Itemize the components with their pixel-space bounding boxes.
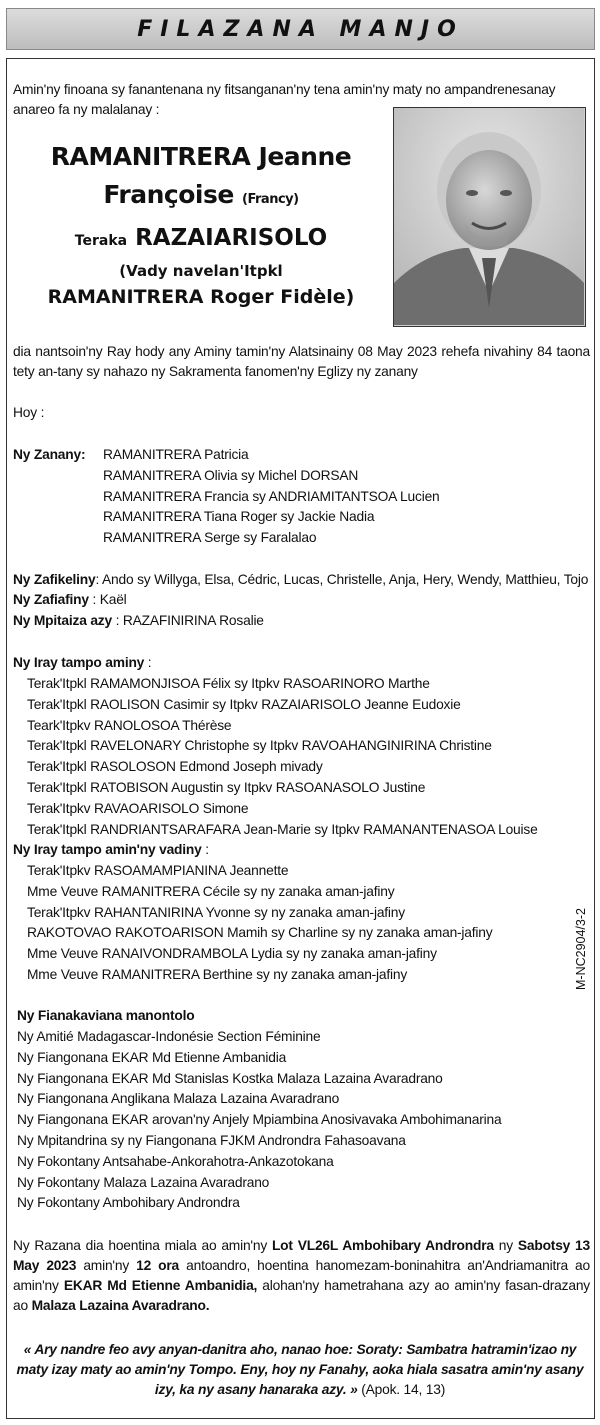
iray-tampo-label: Ny Iray tampo aminy (13, 655, 145, 670)
hoy-label: Hoy : (13, 405, 45, 420)
fianakaviana-item: Ny Fokontany Malaza Lazaina Avaradrano (17, 1174, 270, 1190)
mpitaiza-line (13, 611, 264, 631)
iray-tampo-item: Terak'Itpkl RAOLISON Casimir sy Itpkv RAZAIARISOLO Jeanne Eudoxie (27, 696, 461, 712)
fianakaviana-item: Ny Fokontany Antsahabe-Ankorahotra-Ankazotokana (17, 1153, 334, 1169)
banner-title: FILAZANA MANJO (137, 16, 464, 42)
mpitaiza-text: : RAZAFINIRINA Rosalie (111, 613, 264, 628)
iray-tampo-item: Terak'Itpkl RATOBISON Augustin sy Itpkv RASOANASOLO Justine (27, 780, 426, 795)
iray-tampo-vadiny-heading: Ny Iray tampo amin'ny vadiny : (13, 842, 209, 857)
iray-tampo-vadiny-item: Mme Veuve RAMANITRERA Berthine sy ny zanaka aman-jafiny (27, 967, 408, 982)
fianakaviana-item: Ny Mpitandrina sy ny Fiangonana FJKM Androndra Fahasoavana (17, 1133, 406, 1148)
zanany-item: RAMANITRERA Francia sy ANDRIAMITANTSOA Lucien (103, 488, 440, 504)
death-announcement: dia nantsoin'ny Ray hody any Aminy tamin'ny Alatsinainy 08 May 2023 rehefa nivahiny 84 taona tety an-tany sy nahazo ny Sakramenta fanomen'ny Eglizy ny zanany (13, 344, 590, 379)
fianakaviana-item: Ny Fiangonana EKAR arovan'ny Anjely Mpiambina Anosivavaka Ambohimanarina (17, 1112, 502, 1128)
deceased-name-block (13, 138, 389, 312)
zafiafiny-line (13, 590, 127, 610)
iray-tampo-item: Terak'Itpkv RAVAOARISOLO Simone (27, 800, 249, 816)
quote-text: « Ary nandre feo avy anyan-danitra aho, nanao hoe: Soraty: Sambatra hatramin'izao ny maty izay maty ao amin'ny Tompo. Eny, hoy ny Fanahy, aoka hiala sasatra amin'ny asany izy, ka ny asany hanaraka azy. » (16, 1342, 584, 1397)
zanany-item: RAMANITRERA Tiana Roger sy Jackie Nadia (103, 509, 375, 525)
fianakaviana-label: Ny Fianakaviana manontolo (17, 1008, 195, 1023)
zanany-label: Ny Zanany: (13, 447, 86, 462)
iray-tampo-item: Teark'Itpkv RANOLOSOA Thérèse (27, 717, 232, 733)
deceased-nickname: (Francy) (242, 192, 299, 207)
zafiafiny-text: : Kaël (88, 592, 127, 607)
fianakaviana-item: Ny Fiangonana EKAR Md Etienne Ambanidia (17, 1049, 287, 1065)
iray-tampo-vadiny-item: Terak'Itpkv RAHANTANIRINA Yvonne sy ny zanaka aman-jafiny (27, 904, 405, 920)
iray-tampo-item: Terak'Itpkl RANDRIANTSARAFARA Jean-Marie sy Itpkv RAMANANTENASOA Louise (27, 821, 538, 837)
bible-quote (10, 1340, 590, 1400)
maiden-name-line (13, 219, 389, 260)
zanany-item: RAMANITRERA Patricia (103, 447, 249, 462)
spouse-intro: (Vady navelan'Itpkl (119, 262, 283, 280)
portrait-image (394, 108, 584, 325)
deceased-name-line2: Françoise (103, 180, 234, 209)
iray-tampo-vadiny-item: Terak'Itpkv RASOAMAMPIANINA Jeannette (27, 863, 289, 878)
iray-tampo-item: Terak'Itpkl RAMAMONJISOA Félix sy Itpkv RASOARINORO Marthe (27, 676, 430, 691)
fianakaviana-item: Ny Fiangonana Anglikana Malaza Lazaina Avaradrano (17, 1091, 340, 1107)
fianakaviana-item: Ny Amitié Madagascar-Indonésie Section Féminine (17, 1029, 321, 1044)
intro-text: Amin'ny finoana sy fanantenana ny fitsanganan'ny tena amin'ny maty no ampandrenesanay anareo fa ny malalanay : (13, 82, 556, 117)
iray-tampo-item: Terak'Itpkl RASOLOSON Edmond Joseph mivady (27, 759, 323, 775)
iray-tampo-heading: Ny Iray tampo aminy : (13, 655, 152, 670)
zanany-item: RAMANITRERA Olivia sy Michel DORSAN (103, 467, 359, 483)
iray-tampo-vadiny-item: Mme Veuve RAMANITRERA Cécile sy ny zanaka aman-jafiny (27, 883, 395, 899)
deceased-name-line1: RAMANITRERA Jeanne (50, 142, 352, 171)
iray-tampo-vadiny-label: Ny Iray tampo amin'ny vadiny (13, 842, 202, 857)
iray-tampo-vadiny-item: RAKOTOVAO RAKOTOARISON Mamih sy Charline sy ny zanaka aman-jafiny (27, 925, 493, 941)
deceased-name-line2-wrap (13, 176, 389, 219)
zafikeliny-line (13, 570, 588, 590)
zanany-item: RAMANITRERA Serge sy Faralalao (103, 530, 317, 546)
iray-tampo-vadiny-item: Mme Veuve RANAIVONDRAMBOLA Lydia sy ny zanaka aman-jafiny (27, 946, 437, 962)
zafiafiny-label: Ny Zafiafiny (13, 592, 89, 607)
quote-reference: (Apok. 14, 13) (357, 1382, 446, 1397)
maiden-name: RAZAIARISOLO (135, 225, 328, 251)
burial-details: Ny Razana dia hoentina miala ao amin'ny Lot VL26L Ambohibary Androndra ny Sabotsy 13 May 2023 amin'ny 12 ora antoandro, hoentina hanomezam-boninahitra an'Andriamanitra ao amin'ny EKAR Md Etienne Ambanidia, alohan'ny hametrahana azy ao amin'ny fasan-drazany ao Malaza Lazaina Avaradrano. (13, 1238, 591, 1313)
deceased-photo (393, 107, 586, 327)
header-banner (6, 8, 595, 50)
reference-code: M-NC2904/3-2 (574, 908, 588, 990)
fianakaviana-item: Ny Fokontany Ambohibary Androndra (17, 1195, 240, 1211)
zafikeliny-text: : Ando sy Willyga, Elsa, Cédric, Lucas, Christelle, Anja, Hery, Wendy, Matthieu, Tojo (95, 572, 589, 587)
teraka-label: Teraka (74, 233, 128, 249)
zafikeliny-label: Ny Zafikeliny (13, 572, 96, 587)
spouse-name: RAMANITRERA Roger Fidèle) (47, 286, 355, 308)
mpitaiza-label: Ny Mpitaiza azy (13, 613, 112, 628)
iray-tampo-item: Terak'Itpkl RAVELONARY Christophe sy Itpkv RAVOAHANGINIRINA Christine (27, 738, 492, 754)
fianakaviana-item: Ny Fiangonana EKAR Md Stanislas Kostka Malaza Lazaina Avaradrano (17, 1070, 443, 1086)
